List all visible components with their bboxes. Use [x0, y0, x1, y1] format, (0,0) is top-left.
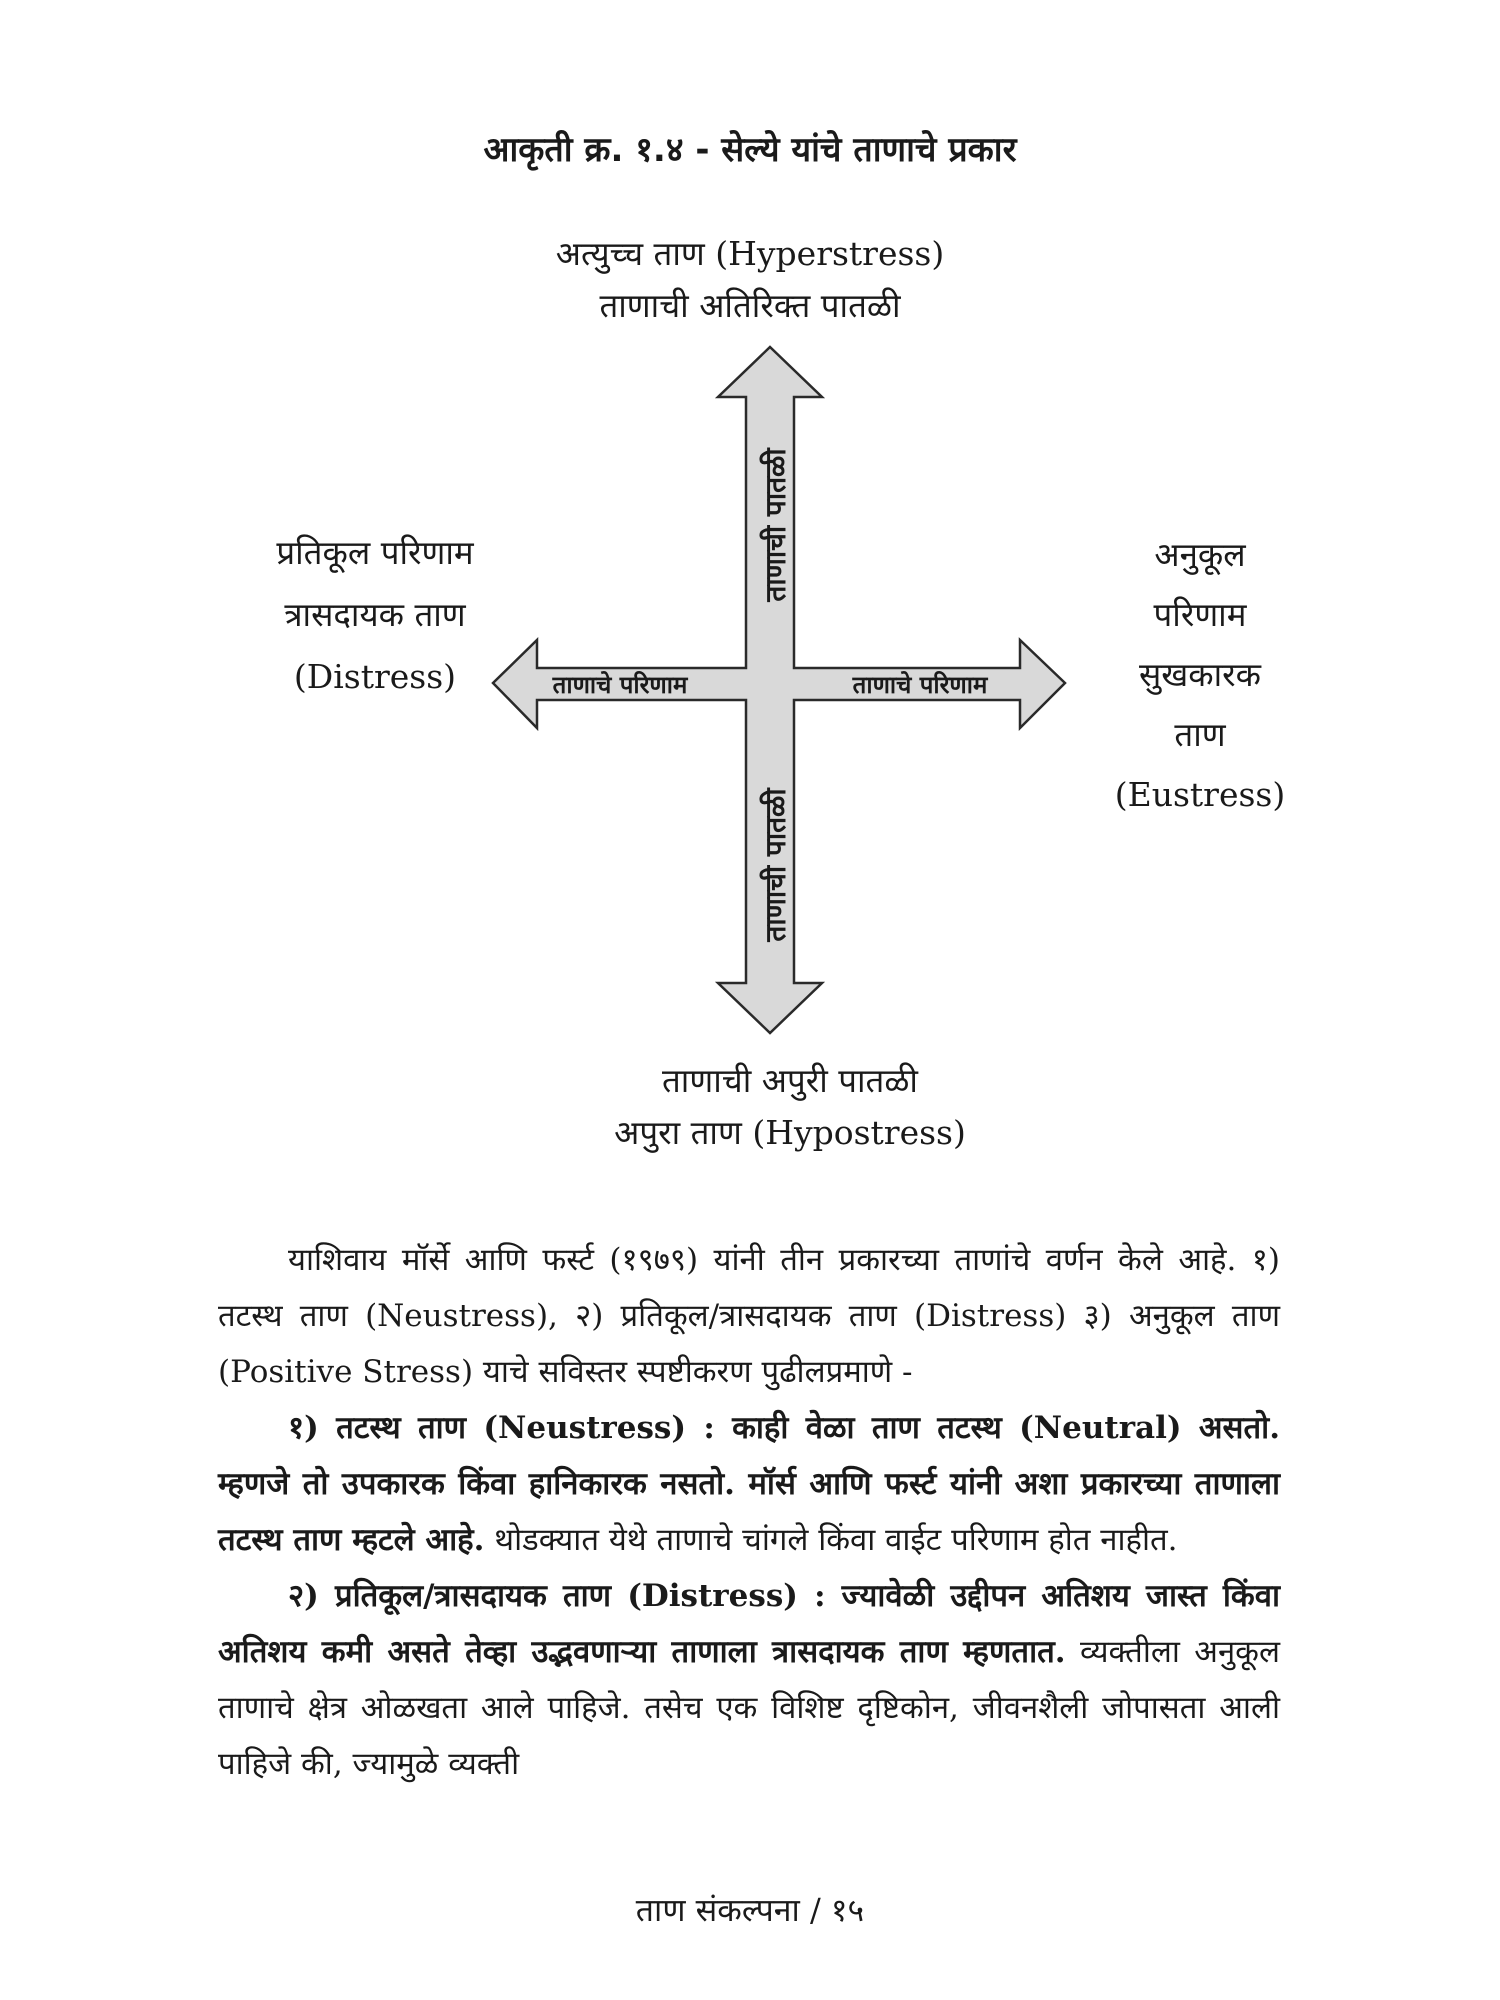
eustress-line-1: अनुकूल	[1154, 535, 1246, 574]
neustress-text: थोडक्यात येथे ताणाचे चांगले किंवा वाईट परिणाम होत नाहीत.	[494, 1522, 1178, 1558]
hyperstress-line-2: ताणाची अतिरिक्त पातळी	[599, 286, 901, 325]
arrow-right-text: ताणाचे परिणाम	[852, 671, 988, 699]
distress-text: व्यक्तीला अनुकूल ताणाचे क्षेत्र ओळखता आले पाहिजे. तसेच एक विशिष्ट दृष्टिकोन, जीवनशैली जोपासता आली पाहिजे की, ज्यामुळे व्यक्ती	[218, 1634, 1281, 1782]
eustress-line-5: (Eustress)	[1114, 775, 1286, 814]
distress-line-1: प्रतिकूल परिणाम	[276, 533, 474, 572]
distress-line-3: (Distress)	[293, 657, 457, 696]
eustress-line-3: सुखकारक	[1138, 655, 1262, 694]
body-text	[218, 1232, 1280, 1792]
arrow-left-text: ताणाचे परिणाम	[552, 671, 688, 699]
distress-paragraph	[218, 1568, 1280, 1792]
eustress-line-2: परिणाम	[1153, 595, 1247, 634]
hyperstress-line-1: अत्युच्च ताण (Hyperstress)	[555, 234, 945, 273]
figure-title: आकृती क्र. १.४ - सेल्ये यांचे ताणाचे प्रकार	[483, 130, 1017, 170]
eustress-line-4: ताण	[1174, 715, 1226, 754]
page-footer: ताण संकल्पना / १५	[635, 1891, 865, 1929]
distress-heading: २) प्रतिकूल/त्रासदायक ताण (Distress) : ज्यावेळी उद्दीपन अतिशय जास्त किंवा अतिशय कमी असते तेव्हा उद्भवणाऱ्या ताणाला त्रासदायक ताण म्हणतात.	[218, 1578, 1280, 1670]
arrow-down-text: ताणाची पातळी	[759, 788, 792, 942]
neustress-heading: १) तटस्थ ताण (Neustress) : काही वेळा ताण तटस्थ (Neutral) असतो. म्हणजे तो उपकारक किंवा हानिकारक नसतो. मॉर्स आणि फर्स्ट यांनी अशा प्रकारच्या ताणाला तटस्थ ताण म्हटले आहे.	[218, 1410, 1280, 1558]
arrow-up-text: ताणाची पातळी	[759, 448, 792, 602]
distress-line-2: त्रासदायक ताण	[284, 595, 466, 634]
neustress-paragraph	[218, 1400, 1280, 1568]
hypostress-line-2: अपुरा ताण (Hypostress)	[614, 1113, 966, 1152]
hypostress-line-1: ताणाची अपुरी पातळी	[662, 1061, 918, 1100]
intro-paragraph: याशिवाय मॉर्से आणि फर्स्ट (१९७९) यांनी तीन प्रकारच्या ताणांचे वर्णन केले आहे. १) तटस्थ ताण (Neustress), २) प्रतिकूल/त्रासदायक ताण (Distress) ३) अनुकूल ताण (Positive Stress) याचे सविस्तर स्पष्टीकरण पुढीलप्रमाणे -	[218, 1242, 1280, 1390]
